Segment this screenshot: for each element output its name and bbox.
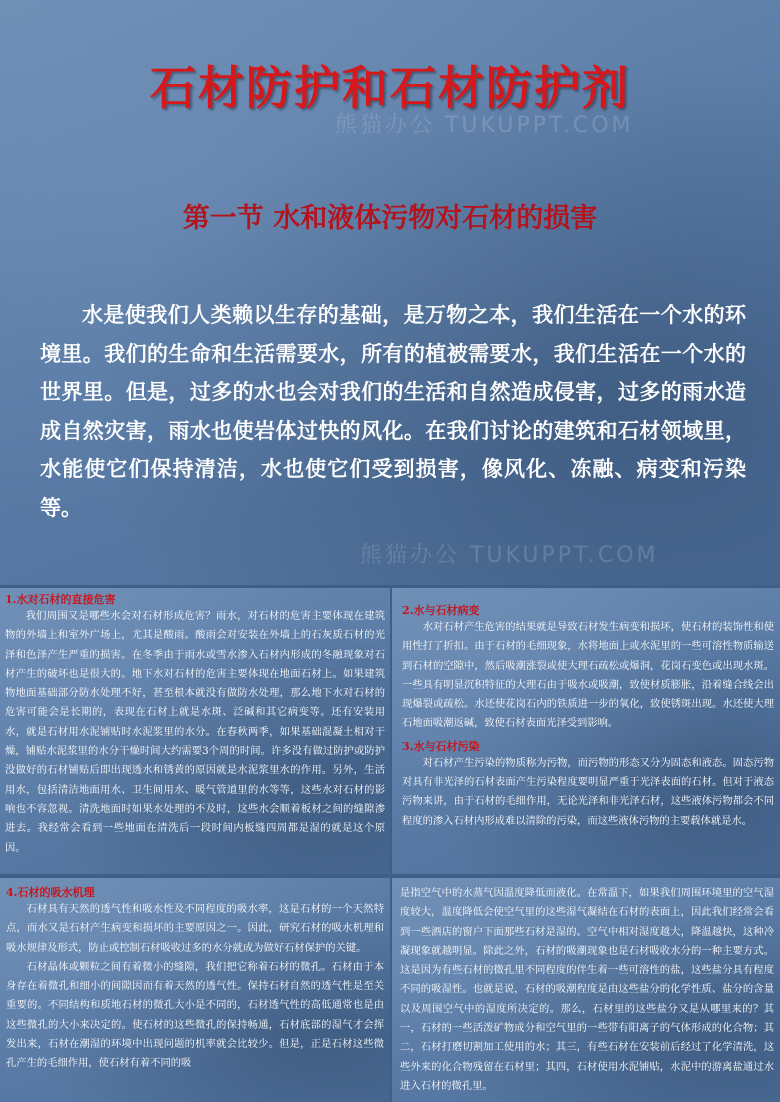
slide-panel-disease-pollution [392,588,780,874]
panel-text: 石材晶体或颗粒之间有着微小的缝隙，我们把它称着石材的微孔。石材由于本身存在着微孔和细小的间隙因而有着天然的透气性。保持石材自然的透气性是至关重要的。不同结构和质地石材的微孔大小是不同的，石材透气性的高低通常也是由这些微孔的大小来决定的。使石材的这些微孔的保持畅通，石材底部的湿气才会挥发出来，石材在潮湿的环境中出现问题的机率就会比较少。但是，正是石材这些微孔产生的毛细作用，使石材有着不同的吸 [6,960,384,1070]
slide-panel-absorption [0,878,390,1102]
panel-text: 是指空气中的水蒸气因温度降低而液化。在常温下，如果我们周围环境里的空气湿度较大，温度降低会使空气里的这些湿气凝结在石材的表面上，因此我们经常会看到一些酒店的窗户下面那些石材是湿的。空气中相对湿度越大，降温越快，这种冷凝现象就越明显。除此之外，石材的吸潮现象也是石材吸收水分的一种主要方式。这是因为有些石材的微孔里不同程度的伴生着一些可溶性的盐，这些盐分具有程度不同的吸湿性。也就是说，石材的吸潮程度是由这些盐分的化学性质、盐分的含量以及周围空气中的湿度所决定的。那么，石材里的这些盐分又是从哪里来的？其一，石材的一些活泼矿物成分和空气里的一些带有阳离子的气体形成的化合物；其二，石材打磨切割加工使用的水；其三，有些石材在安装前后经过了化学清洗，这些外来的化合物残留在石材里；其四，石材使用水泥铺贴，水泥中的游离盐通过水进入石材的微孔里。 [400,887,774,1092]
slide-panel-condensation [392,878,780,1102]
main-title: 石材防护和石材防护剂 [150,61,630,115]
slide-panel-water-damage [0,588,390,874]
panel-heading: 4.石材的吸水机理 [6,886,95,899]
panel-heading: 2.水与石材病变 [402,604,480,617]
main-body-text: 水是使我们人类赖以生存的基础，是万物之本，我们生活在一个水的环境里。我们的生命和生活需要水，所有的植被需要水，我们生活在一个水的世界里。但是，过多的水也会对我们的生活和自然造成侵害，过多的雨水造成自然灾害，雨水也使岩体过快的风化。在我们讨论的建筑和石材领域里，水能使它们保持清洁，水也使它们受到损害，像风化、冻融、病变和污染等。 [40,302,746,520]
panel-heading: 1.水对石材的直接危害 [5,593,116,606]
section-title: 第一节 水和液体污物对石材的损害 [182,203,598,234]
panel-text: 对石材产生污染的物质称为污物，而污物的形态又分为固态和液态。固态污物对具有非光泽的石材表面产生污染程度要明显严重于光泽表面的石材。但对于液态污物来讲，由于石材的毛细作用，无论光泽和非光泽石材，这些液体污物都会不同程度的渗入石材内形成难以清除的污染，而这些液体污物的主要载体就是水。 [402,756,774,827]
watermark-text: 熊猫办公 TUKUPPT.COM [335,113,634,138]
panel-heading: 3.水与石材污染 [402,739,480,753]
panel-text: 我们周围又是哪些水会对石材形成危害？雨水，对石材的危害主要体现在建筑物的外墙上和室外广场上，尤其是酸雨。酸雨会对安装在外墙上的石灰质石材的光泽和色泽产生严重的损害。在冬季由于雨水或雪水渗入石材内形成的冬融现象对石材产生的破坏也是很大的。地下水对石材的危害主要体现在地面石材上。如果建筑物地面基础部分防水处理不好，甚至根本就没有做防水处理，那么地下水对石材的危害可能会是长期的，表现在石材上就是水斑、泛碱和其它病变等。还有安装用水，就是石材用水泥铺贴时水泥浆里的水分。在春秋两季，如果基础混凝土相对干燥，铺贴水泥浆里的水分干燥时间大约需要3个周的时间。许多没有做过防护或防护没做好的石材铺贴后即出现透水和锈黄的原因就是水泥浆里水的作用。另外，生活用水，包括清洁地面用水、卫生间用水、暖气管道里的水等等，这些水对石材的影响也不容忽视。清洗地面时如果水处理的不及时，这些水会顺着板材之间的缝隙渗进去。我经常会看到一些地面在清洗后一段时间内板缝四周都是湿的就是这个原因。 [5,610,385,854]
panel-text: 石材具有天然的透气性和吸水性及不同程度的吸水率，这是石材的一个天然特点，而水又是石材产生病变和损坏的主要原因之一。因此，研究石材的吸水机理和吸水规律及形式，防止或控制石材吸收过多的水分就成为做好石材保护的关键。 [6,903,384,954]
panel-text: 水对石材产生危害的结果就是导致石材发生病变和损坏，使石材的装饰性和使用性打了折扣。由于石材的毛细现象，水将地面上或水泥里的一些可溶性物质输送到石材的空隙中，然后吸潮涨裂或使大理石疏松或爆洞，花岗石变色或出现水斑。一些具有明显沉积特征的大理石由于吸水或吸潮，致使材质膨胀，沿着缝合线会出现爆裂或疏松。水还使花岗石内的铁质进一步的氧化，致使锈斑出现。水还使大理石地面吸潮返碱，致使石材表面光泽受到影响。 [402,621,774,730]
watermark-text: 熊猫办公 TUKUPPT.COM [360,543,659,568]
